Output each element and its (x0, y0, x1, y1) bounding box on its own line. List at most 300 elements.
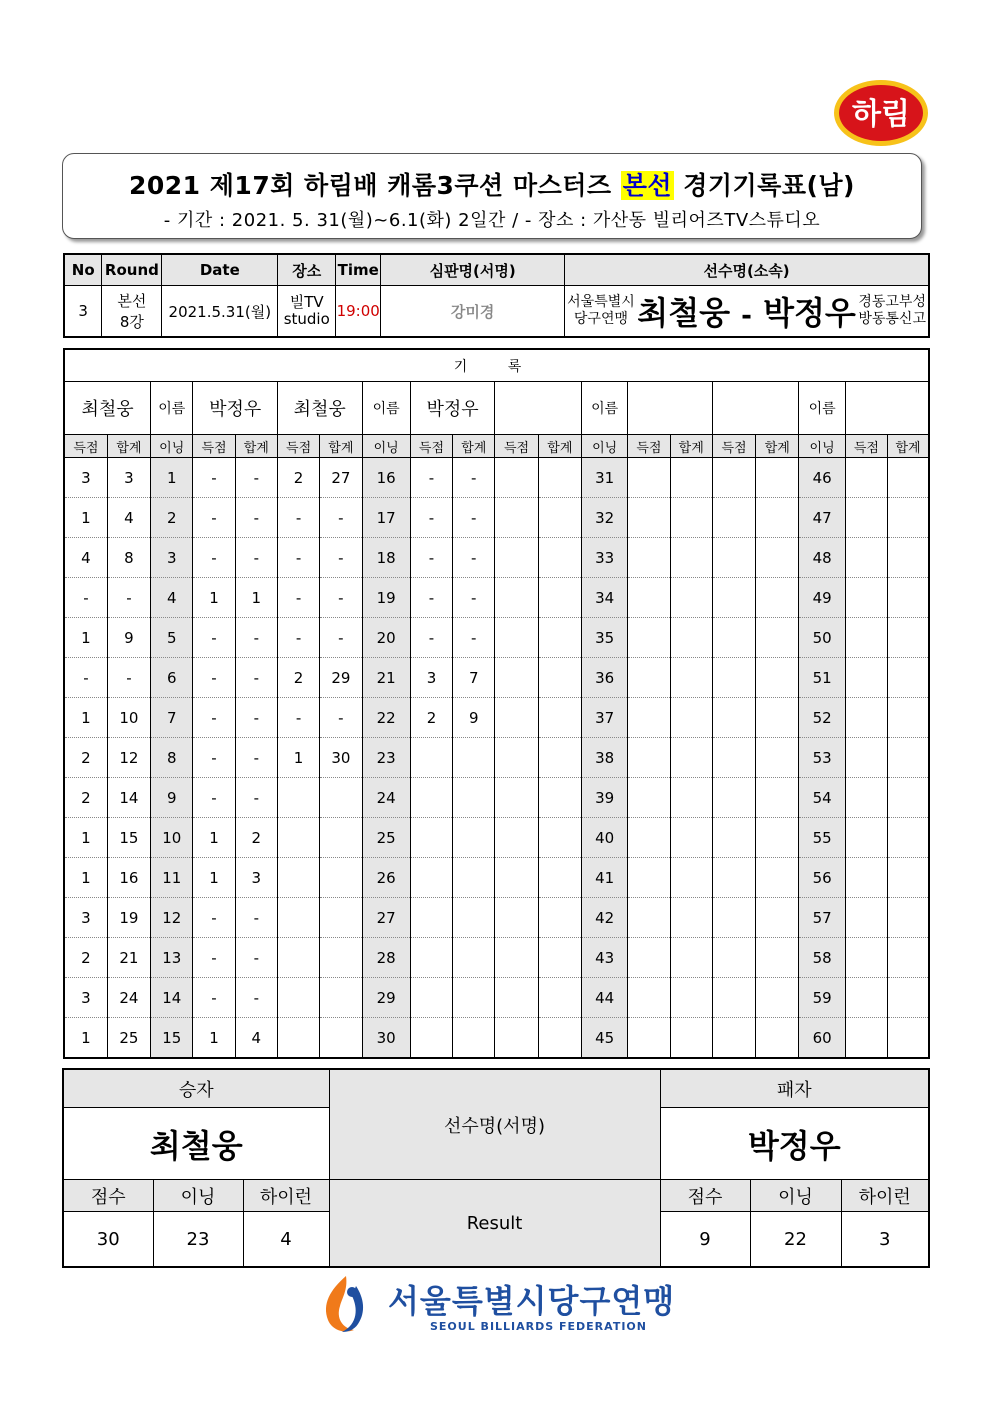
record-cell: 2 (64, 738, 107, 778)
inning-cell: 59 (799, 978, 845, 1018)
record-row (64, 818, 929, 858)
record-cell: 1 (64, 1018, 107, 1059)
record-cell (277, 898, 319, 938)
record-cell: - (235, 778, 277, 818)
record-cell: 2 (277, 658, 319, 698)
record-cell (845, 458, 887, 498)
record-cell: - (277, 538, 319, 578)
match-no: 3 (64, 286, 102, 338)
record-cell (670, 858, 712, 898)
score-header: 득점 (712, 435, 755, 458)
record-cell (670, 578, 712, 618)
record-cell (756, 898, 799, 938)
inning-cell: 6 (151, 658, 193, 698)
record-cell: 4 (107, 498, 150, 538)
inning-cell: 56 (799, 858, 845, 898)
inning-cell: 24 (362, 778, 410, 818)
record-cell (670, 738, 712, 778)
referee-name: 강미경 (381, 286, 565, 338)
record-cell (845, 498, 887, 538)
record-cell: - (277, 698, 319, 738)
record-cell (538, 978, 581, 1018)
record-cell (888, 938, 929, 978)
record-cell (320, 778, 362, 818)
record-cell: 8 (107, 538, 150, 578)
record-cell: 29 (320, 658, 362, 698)
inning-cell: 19 (362, 578, 410, 618)
record-cell: 1 (277, 738, 319, 778)
federation-name-en: SEOUL BILLIARDS FEDERATION (430, 1320, 647, 1333)
record-cell: 1 (64, 698, 107, 738)
total-header: 합계 (538, 435, 581, 458)
inning-cell: 27 (362, 898, 410, 938)
record-cell: - (64, 658, 107, 698)
record-cell (670, 978, 712, 1018)
record-cell (756, 818, 799, 858)
inning-cell: 3 (151, 538, 193, 578)
inning-cell: 45 (581, 1018, 627, 1059)
record-cell (538, 658, 581, 698)
record-cell (410, 898, 452, 938)
name-label: 이름 (581, 382, 627, 435)
record-cell (888, 898, 929, 938)
inning-cell: 33 (581, 538, 627, 578)
inning-cell: 4 (151, 578, 193, 618)
record-cell (410, 938, 452, 978)
record-cell (845, 938, 887, 978)
record-cell (712, 978, 755, 1018)
inning-cell: 13 (151, 938, 193, 978)
total-header: 합계 (107, 435, 150, 458)
record-cell: - (410, 538, 452, 578)
record-cell: 30 (320, 738, 362, 778)
inning-cell: 21 (362, 658, 410, 698)
record-cell (277, 938, 319, 978)
record-cell (756, 578, 799, 618)
record-cell: - (453, 618, 495, 658)
player-name-header: 박정우 (193, 382, 278, 435)
score-header: 득점 (410, 435, 452, 458)
inning-header: 이닝 (362, 435, 410, 458)
record-cell (277, 818, 319, 858)
record-cell: - (277, 578, 319, 618)
record-cell: - (193, 778, 235, 818)
inning-cell: 15 (151, 1018, 193, 1059)
record-cell: - (410, 498, 452, 538)
record-cell (628, 738, 670, 778)
record-cell (845, 818, 887, 858)
record-cell (453, 858, 495, 898)
record-cell (756, 938, 799, 978)
header-date: Date (162, 254, 278, 286)
record-cell (453, 738, 495, 778)
right-affiliation: 경동고부성 방동통신고 (858, 294, 926, 327)
record-cell (712, 938, 755, 978)
record-row (64, 538, 929, 578)
record-cell: 2 (410, 698, 452, 738)
record-cell (712, 578, 755, 618)
record-cell (756, 738, 799, 778)
inning-cell: 52 (799, 698, 845, 738)
record-cell (538, 1018, 581, 1059)
record-cell (410, 778, 452, 818)
total-header: 합계 (888, 435, 929, 458)
record-cell (410, 738, 452, 778)
record-row (64, 938, 929, 978)
record-cell (410, 1018, 452, 1059)
record-cell: 1 (235, 578, 277, 618)
record-cell: 21 (107, 938, 150, 978)
record-cell: - (235, 618, 277, 658)
record-cell: - (235, 498, 277, 538)
record-row (64, 498, 929, 538)
record-cell: - (193, 538, 235, 578)
inning-cell: 8 (151, 738, 193, 778)
record-cell (538, 698, 581, 738)
winner-score-label: 점수 (63, 1180, 153, 1212)
record-cell: 2 (64, 938, 107, 978)
record-cell (628, 818, 670, 858)
record-cell (670, 818, 712, 858)
score-header: 득점 (64, 435, 107, 458)
player-name-header: 박정우 (410, 382, 495, 435)
record-cell: 4 (235, 1018, 277, 1059)
record-cell (888, 858, 929, 898)
record-cell (495, 738, 538, 778)
record-title: 기 록 (64, 349, 929, 382)
record-cell: - (193, 898, 235, 938)
inning-cell: 22 (362, 698, 410, 738)
record-cell (888, 698, 929, 738)
score-header: 득점 (193, 435, 235, 458)
record-cell (888, 538, 929, 578)
inning-cell: 50 (799, 618, 845, 658)
inning-cell: 36 (581, 658, 627, 698)
loser-highrun: 3 (841, 1212, 929, 1268)
record-cell (888, 1018, 929, 1059)
loser-score: 9 (660, 1212, 750, 1268)
loser-innings: 22 (750, 1212, 841, 1268)
record-row (64, 778, 929, 818)
inning-cell: 42 (581, 898, 627, 938)
record-cell: - (453, 538, 495, 578)
record-cell: - (320, 538, 362, 578)
record-cell (845, 538, 887, 578)
record-cell (756, 538, 799, 578)
record-cell (756, 978, 799, 1018)
record-cell: - (193, 698, 235, 738)
record-cell: 1 (64, 858, 107, 898)
record-cell: - (235, 658, 277, 698)
harim-logo-text: 하림 (852, 97, 910, 132)
record-table (63, 348, 930, 1059)
record-cell (538, 618, 581, 658)
record-cell (453, 938, 495, 978)
score-header: 득점 (845, 435, 887, 458)
record-cell: 3 (410, 658, 452, 698)
loser-highrun-label: 하이런 (841, 1180, 929, 1212)
winner-label: 승자 (63, 1069, 329, 1108)
record-cell (756, 618, 799, 658)
inning-cell: 23 (362, 738, 410, 778)
record-cell (495, 778, 538, 818)
record-cell: - (235, 938, 277, 978)
page-title: 2021 제17회 하림배 캐롬3쿠션 마스터즈 본선 경기기록표(남) (128, 171, 855, 200)
record-cell: - (453, 578, 495, 618)
inning-cell: 47 (799, 498, 845, 538)
record-cell (888, 978, 929, 1018)
record-cell (538, 818, 581, 858)
loser-inning-label: 이닝 (750, 1180, 841, 1212)
record-cell (628, 858, 670, 898)
total-header: 합계 (670, 435, 712, 458)
header-round: Round (102, 254, 162, 286)
record-cell: 3 (64, 978, 107, 1018)
record-cell: 1 (64, 498, 107, 538)
record-cell: - (193, 978, 235, 1018)
record-cell (538, 538, 581, 578)
header-venue: 장소 (278, 254, 336, 286)
record-cell (495, 578, 538, 618)
record-cell (538, 498, 581, 538)
record-cell: - (235, 458, 277, 498)
record-cell (628, 498, 670, 538)
record-cell (888, 458, 929, 498)
record-cell (712, 538, 755, 578)
record-cell: 2 (277, 458, 319, 498)
record-cell (538, 858, 581, 898)
record-cell (495, 858, 538, 898)
player-name-header: 최철웅 (64, 382, 151, 435)
record-cell: - (277, 498, 319, 538)
record-cell (845, 658, 887, 698)
record-cell (277, 778, 319, 818)
record-row (64, 458, 929, 498)
record-cell: - (235, 898, 277, 938)
match-venue: 빌TV studio (278, 286, 336, 338)
record-cell (320, 898, 362, 938)
record-cell (495, 938, 538, 978)
record-cell (845, 898, 887, 938)
record-cell (845, 858, 887, 898)
record-cell: - (193, 938, 235, 978)
record-cell (888, 578, 929, 618)
inning-cell: 29 (362, 978, 410, 1018)
record-cell: - (320, 698, 362, 738)
record-cell (495, 658, 538, 698)
total-header: 합계 (453, 435, 495, 458)
record-cell (670, 1018, 712, 1059)
record-cell: - (107, 658, 150, 698)
inning-header: 이닝 (799, 435, 845, 458)
record-cell (670, 538, 712, 578)
harim-logo (832, 76, 930, 148)
inning-cell: 39 (581, 778, 627, 818)
inning-cell: 41 (581, 858, 627, 898)
record-cell (495, 618, 538, 658)
record-cell (538, 938, 581, 978)
federation-logo (312, 1272, 682, 1336)
record-cell: - (193, 498, 235, 538)
record-row (64, 898, 929, 938)
record-cell (888, 738, 929, 778)
record-row (64, 738, 929, 778)
title-highlight: 본선 (622, 171, 673, 200)
record-cell: - (235, 738, 277, 778)
record-cell (277, 858, 319, 898)
inning-cell: 5 (151, 618, 193, 658)
inning-cell: 38 (581, 738, 627, 778)
record-cell: 1 (193, 818, 235, 858)
record-cell (670, 698, 712, 738)
score-header: 득점 (495, 435, 538, 458)
record-cell (320, 858, 362, 898)
record-cell (888, 818, 929, 858)
total-header: 합계 (320, 435, 362, 458)
record-cell (495, 978, 538, 1018)
record-cell (628, 778, 670, 818)
total-header: 합계 (235, 435, 277, 458)
player-name-header (845, 382, 929, 435)
inning-cell: 54 (799, 778, 845, 818)
record-cell (756, 778, 799, 818)
record-row (64, 1018, 929, 1059)
record-cell: 9 (107, 618, 150, 658)
inning-cell: 43 (581, 938, 627, 978)
record-cell (495, 698, 538, 738)
record-cell (320, 978, 362, 1018)
record-cell (538, 738, 581, 778)
record-cell: - (453, 498, 495, 538)
record-cell (453, 1018, 495, 1059)
matchup: 최철웅 - 박정우 (637, 294, 856, 332)
match-info-table (63, 253, 930, 338)
record-cell (845, 618, 887, 658)
record-cell: 3 (107, 458, 150, 498)
inning-cell: 34 (581, 578, 627, 618)
players-cell (565, 286, 929, 338)
record-row (64, 658, 929, 698)
record-cell (410, 858, 452, 898)
winner-inning-label: 이닝 (153, 1180, 243, 1212)
inning-cell: 28 (362, 938, 410, 978)
record-cell: 12 (107, 738, 150, 778)
name-label: 이름 (151, 382, 193, 435)
record-cell (628, 458, 670, 498)
record-cell: 1 (193, 578, 235, 618)
record-cell (670, 658, 712, 698)
record-cell (628, 898, 670, 938)
player-name-header (628, 382, 713, 435)
inning-cell: 2 (151, 498, 193, 538)
inning-cell: 11 (151, 858, 193, 898)
sign-label: 선수명(서명) (329, 1069, 660, 1180)
record-cell (495, 538, 538, 578)
inning-cell: 31 (581, 458, 627, 498)
record-cell (628, 698, 670, 738)
record-cell: 16 (107, 858, 150, 898)
record-cell: 2 (64, 778, 107, 818)
record-cell (453, 978, 495, 1018)
record-cell: 1 (193, 1018, 235, 1059)
inning-cell: 14 (151, 978, 193, 1018)
record-cell (888, 778, 929, 818)
inning-cell: 10 (151, 818, 193, 858)
inning-cell: 32 (581, 498, 627, 538)
record-cell (628, 618, 670, 658)
match-round: 본선 8강 (102, 286, 162, 338)
record-cell (538, 778, 581, 818)
record-cell: - (277, 618, 319, 658)
inning-cell: 1 (151, 458, 193, 498)
record-cell (495, 818, 538, 858)
record-cell (756, 858, 799, 898)
inning-cell: 46 (799, 458, 845, 498)
header-players: 선수명(소속) (565, 254, 929, 286)
inning-cell: 7 (151, 698, 193, 738)
record-cell: 25 (107, 1018, 150, 1059)
record-cell (670, 618, 712, 658)
record-cell: 4 (64, 538, 107, 578)
inning-cell: 37 (581, 698, 627, 738)
record-cell: 3 (235, 858, 277, 898)
record-cell: - (410, 618, 452, 658)
record-cell (670, 778, 712, 818)
record-cell: 9 (453, 698, 495, 738)
record-cell: - (193, 658, 235, 698)
name-label: 이름 (362, 382, 410, 435)
record-row (64, 618, 929, 658)
record-cell: 3 (64, 898, 107, 938)
record-cell: 1 (64, 818, 107, 858)
record-cell: - (320, 498, 362, 538)
record-cell (453, 778, 495, 818)
score-header: 득점 (277, 435, 319, 458)
record-cell (628, 938, 670, 978)
record-cell (670, 938, 712, 978)
record-cell (756, 658, 799, 698)
winner-highrun-label: 하이런 (243, 1180, 329, 1212)
player-name-header: 최철웅 (277, 382, 362, 435)
record-cell (410, 978, 452, 1018)
left-affiliation: 서울특별시 당구연맹 (567, 294, 635, 327)
inning-cell: 20 (362, 618, 410, 658)
loser-score-label: 점수 (660, 1180, 750, 1212)
inning-cell: 58 (799, 938, 845, 978)
record-cell (320, 1018, 362, 1059)
record-cell: 1 (193, 858, 235, 898)
loser-name: 박정우 (660, 1108, 929, 1180)
inning-cell: 55 (799, 818, 845, 858)
match-date: 2021.5.31(월) (162, 286, 278, 338)
record-row (64, 978, 929, 1018)
record-cell (538, 578, 581, 618)
record-cell (756, 458, 799, 498)
record-cell (538, 458, 581, 498)
inning-cell: 51 (799, 658, 845, 698)
inning-cell: 44 (581, 978, 627, 1018)
record-cell (845, 778, 887, 818)
inning-cell: 57 (799, 898, 845, 938)
inning-cell: 35 (581, 618, 627, 658)
inning-cell: 53 (799, 738, 845, 778)
record-cell: - (410, 458, 452, 498)
record-cell (628, 658, 670, 698)
inning-cell: 49 (799, 578, 845, 618)
record-cell (756, 698, 799, 738)
federation-name-ko: 서울특별시당구연맹 (388, 1282, 676, 1320)
record-cell (495, 498, 538, 538)
